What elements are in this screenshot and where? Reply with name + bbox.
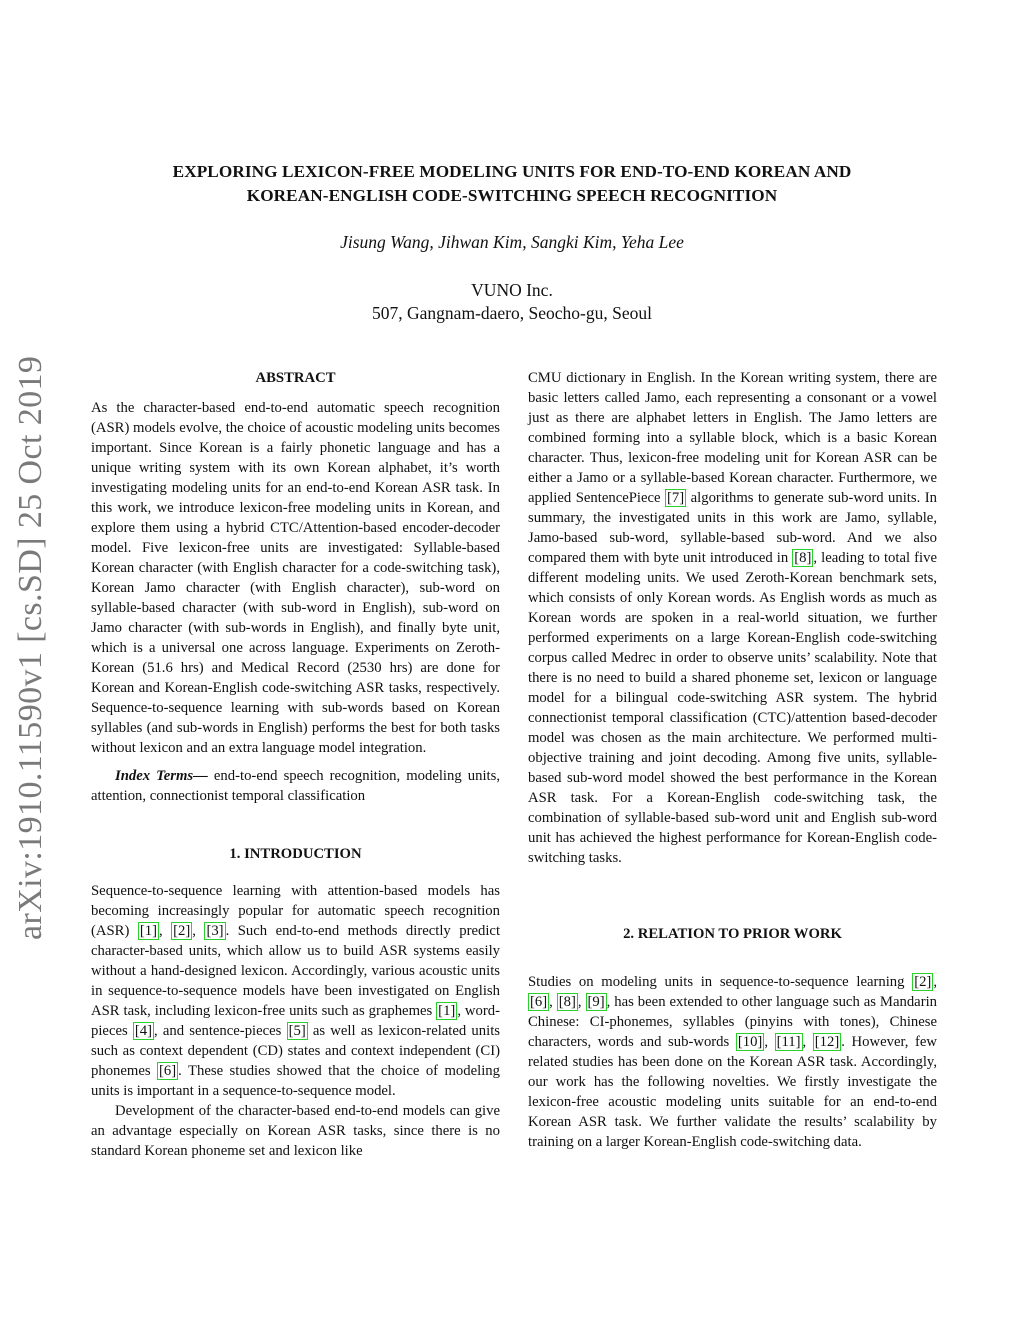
citation-link[interactable]: [6] xyxy=(159,1063,177,1079)
prior-work-paragraph: Studies on modeling units in sequence-to-sequence learning [2] , [6] , [8] , [9] , has been extended to other language such as Mandarin Chinese: CI-phonemes, syllables (pinyins with tones), Chinese characters, words and sub-words [10] , [11] , [12] . However, few related studies has been done on the Korean ASR task. Accordingly, our work has the following novelties. We firstly investigate the lexicon-free acoustic modeling units suitable for an end-to-end Korean ASR task. We further validate the results’ scalability by training on a larger Korean-English code-switching data. xyxy=(528,974,938,1150)
citation-link[interactable]: [2] xyxy=(914,974,932,990)
intro-paragraph-1: Sequence-to-sequence learning with attention-based models has becoming increasingly popular for automatic speech recognition (ASR) [1] , [2] , [3] . Such end-to-end methods directly predict character-based units, which allow us to build ASR systems easily without a hand-designed lexicon. Accordingly, various acoustic units in sequence-to-sequence models have been investigated on English ASR task, including lexicon-free units such as graphemes [1] , word-pieces [4] , and sentence-pieces [5] as well as lexicon-related units such as context dependent (CD) states and context independent (CI) phonemes [6] . These studies showed that the choice of modeling units is important in a sequence-to-sequence model. xyxy=(91,883,501,1099)
paper-title xyxy=(0,160,1024,208)
citation-link[interactable]: [9] xyxy=(587,994,605,1010)
citation-link[interactable]: [3] xyxy=(206,923,224,939)
abstract-heading: ABSTRACT xyxy=(255,370,336,386)
citation-link[interactable]: [1] xyxy=(438,1003,456,1019)
affiliation-org: VUNO Inc. xyxy=(471,280,553,300)
index-terms xyxy=(91,766,500,806)
author-list: Jisung Wang, Jihwan Kim, Sangki Kim, Yeha Lee xyxy=(340,232,684,252)
right-column xyxy=(528,368,937,1152)
citation-link[interactable]: [5] xyxy=(288,1023,306,1039)
citation-link[interactable]: [1] xyxy=(139,923,157,939)
affiliation xyxy=(0,279,1024,325)
citation-link[interactable]: [8] xyxy=(794,550,812,566)
prior-work-heading: 2. RELATION TO PRIOR WORK xyxy=(623,926,842,942)
title-line-2: KOREAN-ENGLISH CODE-SWITCHING SPEECH RECOGNITION xyxy=(246,186,778,205)
index-terms-label: Index Terms— xyxy=(115,768,208,784)
left-column xyxy=(91,368,500,1161)
abstract-text: As the character-based end-to-end automatic speech recognition (ASR) models evolve, the choice of acoustic modeling units becomes important. Since Korean is a fairly phonetic language and has a unique writing system with its own Korean alphabet, it’s worth investigating modeling units for an end-to-end Korean ASR task. In this work, we introduce lexicon-free modeling units in Korean, and explore them using a hybrid CTC/Attention-based encoder-decoder model. Five lexicon-free units are investigated: Syllable-based Korean character (with English character for a code-switching task), Korean Jamo character (with English character), sub-word on syllable-based character (with sub-word in English), sub-word on Jamo character (with sub-words in English), and finally byte unit, which is a universal one across language. Experiments on Zeroth-Korean (51.6 hrs) and Medical Record (2530 hrs) are done for Korean and Korean-English code-switching ASR tasks, respectively. Sequence-to-sequence learning with sub-words based on Korean syllables (and sub-words in English) performs the best for both tasks without lexicon and an extra language model integration. xyxy=(91,400,500,756)
index-terms-text: end-to-end speech recognition, modeling units, attention, connectionist temporal classification xyxy=(91,768,501,804)
arxiv-identifier: arXiv:1910.11590v1 [cs.SD] 25 Oct 2019 xyxy=(12,355,49,940)
citation-link[interactable]: [4] xyxy=(134,1023,153,1039)
citation-link[interactable]: [10] xyxy=(737,1034,763,1050)
citation-link[interactable]: [7] xyxy=(667,490,685,506)
affiliation-address: 507, Gangnam-daero, Seocho-gu, Seoul xyxy=(372,303,652,323)
intro-heading: 1. INTRODUCTION xyxy=(229,846,362,862)
citation-link[interactable]: [6] xyxy=(530,994,548,1010)
intro-paragraph-2-continued: CMU dictionary in English. In the Korean writing system, there are basic letters called Jamo, each representing a consonant or a vowel just as there are alphabet letters in English. The Jamo letters are combined forming into a syllable block, which is a basic Korean character. Thus, lexicon-free modeling unit for Korean ASR can be either a Jamo or a syllable-based Korean character. Furthermore, we applied SentencePiece [7] algorithms to generate sub-word units. In summary, the investigated units in this work are Jamo, syllable, Jamo-based sub-word, syllable-based sub-word. And we also compared them with byte unit introduced in [8] , leading to total five different modeling units. We used Zeroth-Korean benchmark sets, which consists of only Korean words. As English words as much as Korean words are spoken in a real-world situation, we further performed experiments on a large Korean-English code-switching corpus called Medrec in order to observe units’ scalability. Note that there is no need to build a shared phoneme set, lexicon or language model for a bilingual code-switching ASR system. The hybrid connectionist temporal classification (CTC)/attention based-decoder model was chosen as the main architecture. We performed multi-objective training and joint decoding. Among five units, syllable-based sub-word model showed the best performance in the Korean ASR task. For a Korean-English code-switching task, the combination of syllable-based sub-word unit and English sub-word unit has achieved the highest performance for Korean-English code-switching tasks. xyxy=(528,370,937,866)
citation-link[interactable]: [12] xyxy=(814,1034,840,1050)
intro-paragraph-2: Development of the character-based end-to-end models can give an advantage especially on Korean ASR tasks, since there is no standard Korean phoneme set and lexicon like xyxy=(91,1103,500,1159)
citation-link[interactable]: [2] xyxy=(173,923,191,939)
title-line-1: EXPLORING LEXICON-FREE MODELING UNITS FOR END-TO-END KOREAN AND xyxy=(172,162,852,181)
citation-link[interactable]: [8] xyxy=(558,994,576,1010)
citation-link[interactable]: [11] xyxy=(776,1034,801,1050)
